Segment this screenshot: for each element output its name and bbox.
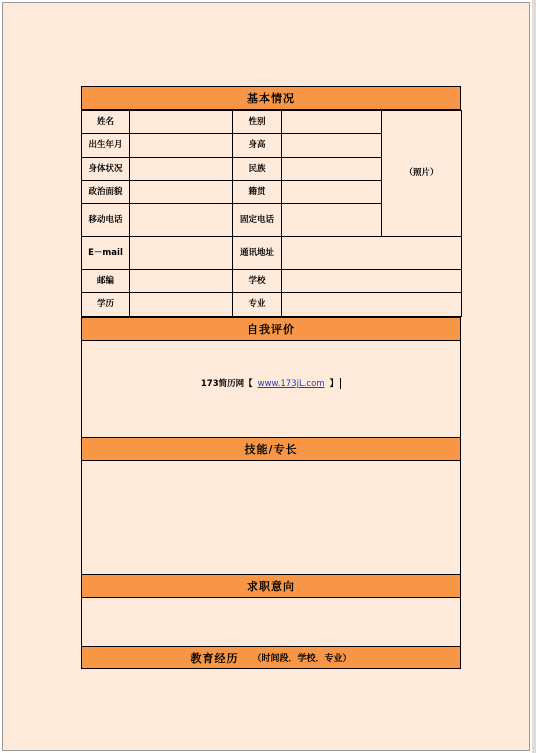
label-postcode: 邮编	[82, 270, 130, 293]
job-intent-box[interactable]	[81, 598, 461, 647]
label-height: 身高	[233, 134, 282, 158]
section-header-basic: 基本情况	[81, 86, 461, 110]
basic-info-table	[81, 110, 462, 317]
value-education[interactable]	[130, 293, 233, 317]
value-postcode[interactable]	[130, 270, 233, 293]
value-height[interactable]	[282, 134, 382, 158]
label-political: 政治面貌	[82, 181, 130, 204]
label-address: 通讯地址	[233, 237, 282, 270]
value-gender[interactable]	[282, 111, 382, 134]
label-education: 学历	[82, 293, 130, 317]
value-native-place[interactable]	[282, 181, 382, 204]
label-ethnicity: 民族	[233, 158, 282, 181]
label-health: 身体状况	[82, 158, 130, 181]
label-major: 专业	[233, 293, 282, 317]
value-address[interactable]	[282, 237, 462, 270]
label-landline: 固定电话	[233, 204, 282, 237]
value-birth[interactable]	[130, 134, 233, 158]
section-header-self-eval: 自我评价	[81, 317, 461, 341]
value-school[interactable]	[282, 270, 462, 293]
vertical-scrollbar[interactable]	[532, 0, 536, 753]
value-name[interactable]	[130, 111, 233, 134]
document-page	[2, 2, 530, 751]
photo-cell[interactable]: （照片）	[382, 111, 462, 237]
section-header-job-intent: 求职意向	[81, 574, 461, 598]
label-email: E－mail	[82, 237, 130, 270]
label-school: 学校	[233, 270, 282, 293]
value-health[interactable]	[130, 158, 233, 181]
skills-box[interactable]	[81, 461, 461, 575]
value-landline[interactable]	[282, 204, 382, 237]
value-political[interactable]	[130, 181, 233, 204]
self-eval-text: 173简历网【 www.173jL.com 】	[82, 377, 460, 389]
section-header-education: 教育经历 （时间段．学校．专业）	[81, 646, 461, 669]
value-major[interactable]	[282, 293, 462, 317]
text-cursor	[340, 378, 341, 389]
site-link[interactable]: www.173jL.com	[257, 379, 325, 389]
label-gender: 性别	[233, 111, 282, 134]
label-name: 姓名	[82, 111, 130, 134]
self-eval-box[interactable]	[81, 341, 461, 438]
label-birth: 出生年月	[82, 134, 130, 158]
section-header-skills: 技能/专长	[81, 437, 461, 461]
label-native-place: 籍贯	[233, 181, 282, 204]
value-mobile[interactable]	[130, 204, 233, 237]
value-email[interactable]	[130, 237, 233, 270]
label-mobile: 移动电话	[82, 204, 130, 237]
value-ethnicity[interactable]	[282, 158, 382, 181]
